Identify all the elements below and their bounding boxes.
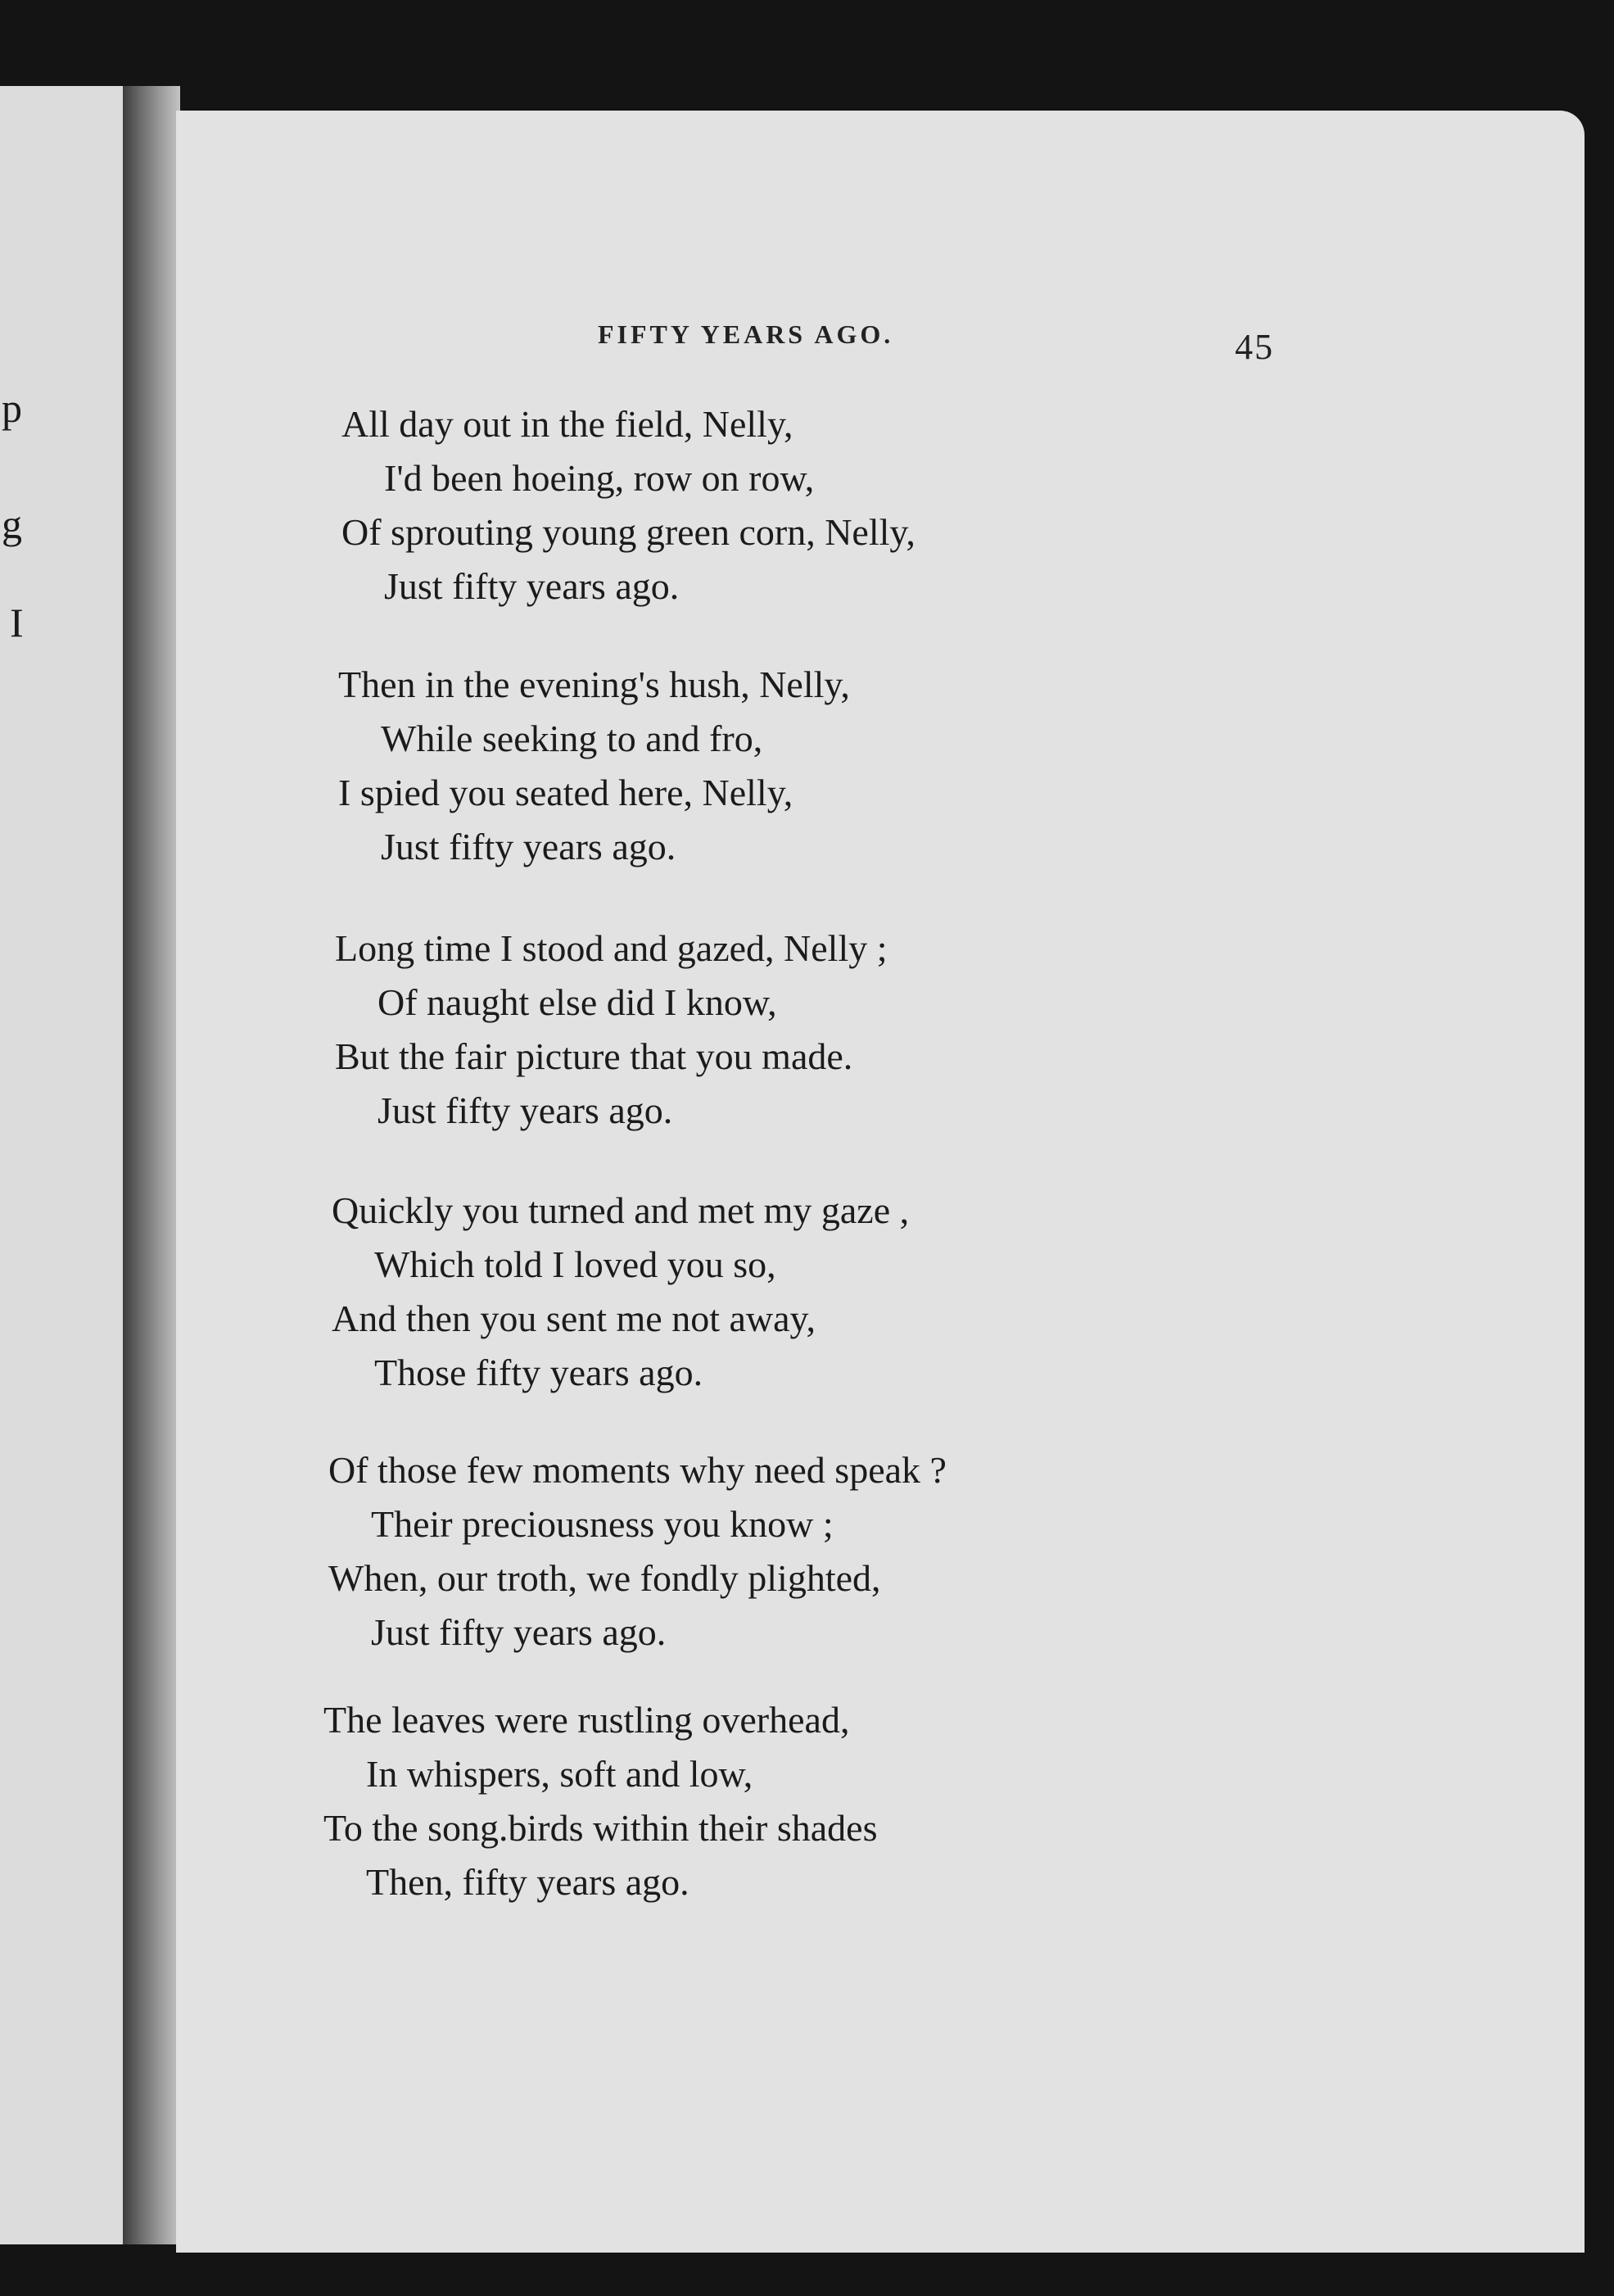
left-page-fragment: p: [2, 385, 22, 431]
poem-line: The leaves were rustling overhead,: [323, 1699, 850, 1741]
poem-line: And then you sent me not away,: [332, 1297, 816, 1339]
stanza-1: [341, 397, 916, 614]
poem-line: To the song.birds within their shades: [323, 1807, 878, 1849]
poem-line: I spied you seated here, Nelly,: [338, 772, 793, 813]
poem-line: Of naught else did I know,: [378, 981, 777, 1023]
poem-line: While seeking to and fro,: [381, 718, 763, 759]
left-facing-page: [0, 86, 123, 2244]
poem-line: Then in the evening's hush, Nelly,: [338, 663, 850, 705]
left-page-fragment: I: [10, 600, 24, 645]
poem-line: All day out in the field, Nelly,: [341, 403, 793, 445]
poem-line: Just fifty years ago.: [381, 826, 676, 867]
poem-line: But the fair picture that you made.: [335, 1035, 853, 1077]
poem-line: I'd been hoeing, row on row,: [384, 457, 815, 499]
left-page-fragment: g: [2, 501, 22, 547]
stanza-3: [335, 922, 888, 1138]
poem-line: Which told I loved you so,: [374, 1243, 776, 1285]
poem-line: Just fifty years ago.: [384, 565, 680, 607]
poem-line: Then, fifty years ago.: [366, 1861, 689, 1903]
poem-line: Those fifty years ago.: [374, 1352, 703, 1393]
poem-line: Quickly you turned and met my gaze ,: [332, 1189, 910, 1231]
page-number: 45: [1235, 327, 1274, 367]
poem-line: Of sprouting young green corn, Nelly,: [341, 511, 916, 553]
poem-line: Just fifty years ago.: [371, 1611, 667, 1653]
book-gutter: [123, 86, 180, 2244]
poem-line: Long time I stood and gazed, Nelly ;: [335, 927, 888, 969]
poem-line: When, our troth, we fondly plighted,: [328, 1557, 881, 1599]
poem-line: Of those few moments why need speak ?: [328, 1449, 947, 1491]
poem-line: In whispers, soft and low,: [366, 1753, 753, 1795]
stanza-4: [332, 1184, 909, 1400]
stanza-6: [323, 1693, 877, 1909]
poem-line: Their preciousness you know ;: [371, 1503, 834, 1545]
running-head: FIFTY YEARS AGO.: [598, 319, 894, 349]
poem-line: Just fifty years ago.: [378, 1089, 673, 1131]
stanza-5: [328, 1443, 947, 1660]
stanza-2: [338, 658, 850, 874]
